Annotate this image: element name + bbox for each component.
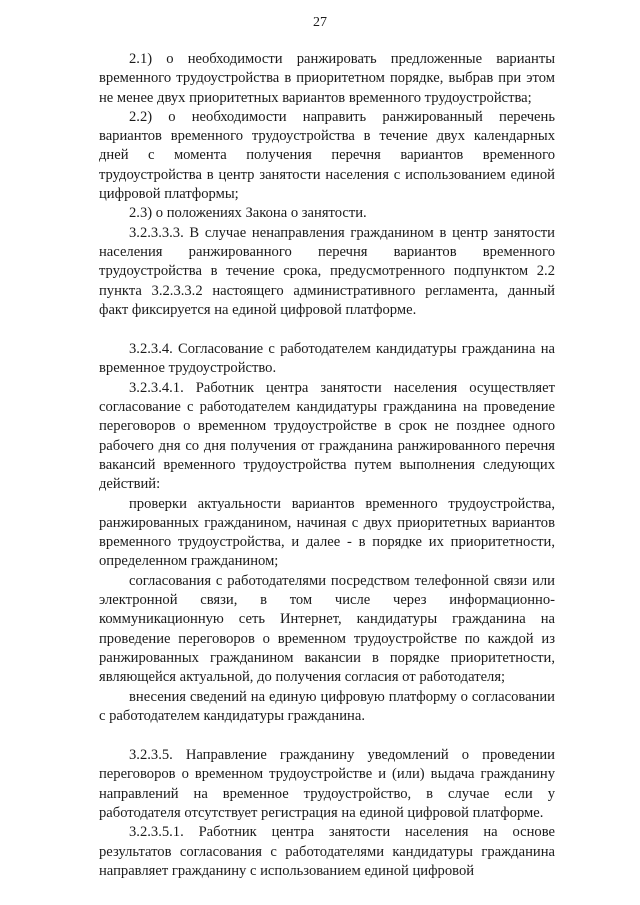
paragraph-3-2-3-5-1: 3.2.3.5.1. Работник центра занятости населения на основе результатов согласования с работодателями кандидатуры гражданина направляет гражданину с использованием единой цифровой — [99, 824, 555, 879]
paragraph-3-2-3-4-1: 3.2.3.4.1. Работник центра занятости населения осуществляет согласование с работодателем кандидатуры гражданина на проведение переговоров о временном трудоустройстве в срок не позднее одного рабочего дня со дня получения от гражданина ранжированного перечня вакансий временного трудоустройства путем выполнения следующих действий: — [99, 379, 555, 493]
paragraph-2-2: 2.2) о необходимости направить ранжированный перечень вариантов временного трудоустройства в течение двух календарных дней с момента получения перечня вариантов временного трудоустройства в центр занятости населения с использованием единой цифровой платформы; — [99, 108, 555, 203]
document-body — [99, 50, 555, 881]
paragraph-3-2-3-3-3: 3.2.3.3.3. В случае ненаправления гражданином в центр занятости населения ранжированного перечня вариантов временного трудоустройства в течение срока, предусмотренного подпунктом 2.2 пункта 3.2.3.3.2 настоящего административного регламента, данный факт фиксируется на единой цифровой платформе. — [99, 224, 555, 318]
paragraph-agreement-with-employers: согласования с работодателями посредством телефонной связи или электронной связи, в том числе через информационно-коммуникационную сеть Интернет, кандидатуры гражданина на проведение переговоров о временном трудоустройстве по каждой из ранжированных гражданином вакансии в порядке приоритетности, являющейся актуальной, до получения согласия от работодателя; — [99, 572, 555, 686]
paragraph-check-actuality: проверки актуальности вариантов временного трудоустройства, ранжированных гражданином, начиная с двух приоритетных вариантов временного трудоустройства, и далее - в порядке их приоритетности, определенном гражданином; — [99, 495, 555, 570]
paragraph-entering-information: внесения сведений на единую цифровую платформу о согласовании с работодателем кандидатуры гражданина. — [99, 688, 555, 724]
paragraph-2-1: 2.1) о необходимости ранжировать предложенные варианты временного трудоустройства в приоритетном порядке, выбрав при этом не менее двух приоритетных вариантов временного трудоустройства; — [99, 51, 555, 106]
paragraph-3-2-3-4: 3.2.3.4. Согласование с работодателем кандидатуры гражданина на временное трудоустройство. — [99, 341, 555, 377]
paragraph-2-3: 2.3) о положениях Закона о занятости. — [129, 205, 367, 222]
paragraph-3-2-3-5: 3.2.3.5. Направление гражданину уведомлений о проведении переговоров о временном трудоустройстве и (или) выдача гражданину направлений на временное трудоустройство, в случае если у работодателя отсутствует регистрация на единой цифровой платформе. — [99, 747, 555, 821]
page-number: 27 — [313, 15, 327, 30]
